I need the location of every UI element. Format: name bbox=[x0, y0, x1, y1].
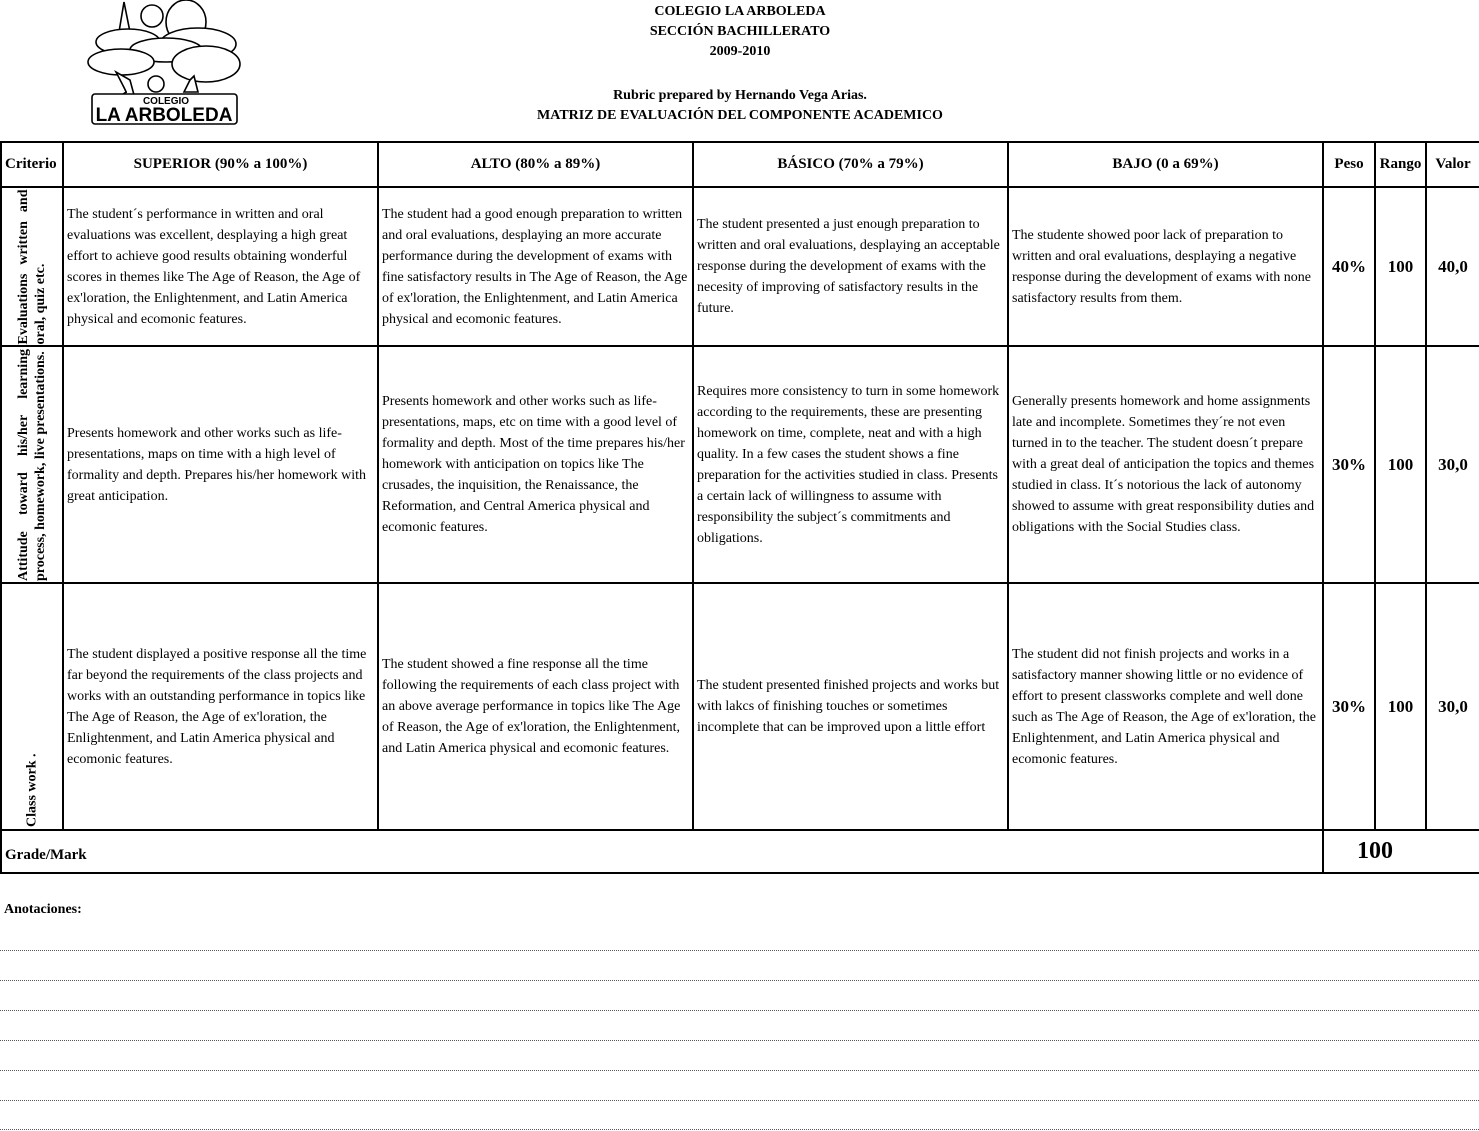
annotation-line[interactable] bbox=[0, 1040, 1479, 1041]
table-row bbox=[1, 346, 1479, 583]
valor-cell: 30,0 bbox=[1426, 346, 1479, 583]
col-superior: SUPERIOR (90% a 100%) bbox=[63, 142, 378, 187]
criterion-label: Class work . bbox=[24, 752, 40, 827]
annotation-line[interactable] bbox=[0, 980, 1479, 981]
rango-cell: 100 bbox=[1375, 583, 1426, 830]
annotation-line[interactable] bbox=[0, 1100, 1479, 1101]
col-criterio: Criterio bbox=[1, 142, 63, 187]
grade-empty bbox=[1426, 830, 1479, 873]
section-name: SECCIÓN BACHILLERATO bbox=[649, 24, 831, 39]
bajo-cell: The studente showed poor lack of preparation to written and oral evaluations, desplaying a negative response during the development of exams with none satisfactory results from them. bbox=[1008, 187, 1323, 346]
superior-cell: The student´s performance in written and oral evaluations was excellent, desplaying a high great effort to achieve good results obtaining wonderful scores in themes like The Age of Reason, the Age of ex'loration, the Enlightenment, and Latin America physical and ecomonic features. bbox=[63, 187, 378, 346]
criterion-cell bbox=[1, 187, 63, 346]
bajo-cell: The student did not finish projects and works in a satisfactory manner showing little or no evidence of effort to present classworks complete and well done such as The Age of Reason, the Age of ex'loration, the Enlightenment, and Latin America physical and ecomonic features. bbox=[1008, 583, 1323, 830]
basico-cell: Requires more consistency to turn in some homework according to the requirements, these are presenting homework on time, complete, neat and with a high quality. In a few cases the student shows a fine preparation for the activities studied in class. Presents a certain lack of willingness to assume with responsibility the subject´s commitments and obligations. bbox=[693, 346, 1008, 583]
rubric-table bbox=[0, 141, 1479, 874]
alto-cell: Presents homework and other works such as life-presentations, maps, etc on time with a good level of formality and depth. Most of the time prepares his/her homework with anticipation on topics like The crusades, the inquisition, the Renaissance, the Reformation, and Central America physical and ecomonic features. bbox=[378, 346, 693, 583]
basico-cell: The student presented finished projects and works but with lakcs of finishing touches or sometimes incomplete that can be improved upon a little effort bbox=[693, 583, 1008, 830]
grade-row bbox=[1, 830, 1479, 873]
grade-label: Grade/Mark bbox=[1, 830, 1323, 873]
annotation-line[interactable] bbox=[0, 1010, 1479, 1011]
annotation-line[interactable] bbox=[0, 1129, 1479, 1130]
valor-cell: 40,0 bbox=[1426, 187, 1479, 346]
alto-cell: The student showed a fine response all the time following the requirements of each class project with an above average performance in topics like The Age of Reason, the Age of ex'loration, the Enlightenment, and Latin America physical and ecomonic features. bbox=[378, 583, 693, 830]
grade-value: 100 bbox=[1323, 830, 1426, 873]
col-bajo: BAJO (0 a 69%) bbox=[1008, 142, 1323, 187]
table-row bbox=[1, 583, 1479, 830]
school-year: 2009-2010 bbox=[709, 44, 771, 59]
criterion-cell bbox=[1, 583, 63, 830]
basico-cell: The student presented a just enough preparation to written and oral evaluations, desplaying an acceptable response during the development of exams with the necesity of improving of satisfactory results in the future. bbox=[693, 187, 1008, 346]
bajo-cell: Generally presents homework and home assignments late and incomplete. Sometimes they´re not even turned in to the teacher. The student doesn´t prepare with a great deal of anticipation the topics and themes studied in class. It´s notorious the lack of autonomy showed to assume with great responsibility duties and obligations with the Social Studies class. bbox=[1008, 346, 1323, 583]
col-alto: ALTO (80% a 89%) bbox=[378, 142, 693, 187]
peso-cell: 30% bbox=[1323, 583, 1375, 830]
prepared-by: Rubric prepared by Hernando Vega Arias. bbox=[613, 88, 867, 103]
annotation-line[interactable] bbox=[0, 1070, 1479, 1071]
svg-text:COLEGIO: COLEGIO bbox=[142, 96, 190, 107]
matrix-title: MATRIZ DE EVALUACIÓN DEL COMPONENTE ACADEMICO bbox=[537, 108, 943, 123]
superior-cell: The student displayed a positive response all the time far beyond the requirements of the class projects and works with an outstanding performance in topics like The Age of Reason, the Age of ex'loration, the Enlightenment, and Latin America physical and ecomonic features. bbox=[63, 583, 378, 830]
rango-cell: 100 bbox=[1375, 187, 1426, 346]
criterion-label: Evaluations written and oral, quiz etc. bbox=[16, 189, 48, 344]
col-peso: Peso bbox=[1323, 142, 1375, 187]
school-logo bbox=[86, 0, 242, 128]
svg-text:LA ARBOLEDA: LA ARBOLEDA bbox=[95, 105, 233, 126]
school-name: COLEGIO LA ARBOLEDA bbox=[654, 4, 826, 19]
rango-cell: 100 bbox=[1375, 346, 1426, 583]
col-valor: Valor bbox=[1426, 142, 1479, 187]
annotation-line[interactable] bbox=[0, 950, 1479, 951]
table-row bbox=[1, 187, 1479, 346]
annotations-label: Anotaciones: bbox=[4, 902, 82, 917]
valor-cell: 30,0 bbox=[1426, 583, 1479, 830]
alto-cell: The student had a good enough preparation to written and oral evaluations, desplaying an more accurate performance during the development of exams with fine satisfactory results in The Age of Reason, the Age of ex'loration, the Enlightenment, and Latin America physical and ecomonic features. bbox=[378, 187, 693, 346]
header-row bbox=[1, 142, 1479, 187]
peso-cell: 30% bbox=[1323, 346, 1375, 583]
col-rango: Rango bbox=[1375, 142, 1426, 187]
criterion-cell bbox=[1, 346, 63, 583]
criterion-label: Attitude toward his/her learning process, homework, live presentations. bbox=[16, 348, 48, 581]
peso-cell: 40% bbox=[1323, 187, 1375, 346]
col-basico: BÁSICO (70% a 79%) bbox=[693, 142, 1008, 187]
superior-cell: Presents homework and other works such as life-presentations, maps on time with a high level of formality and depth. Prepares his/her homework with great anticipation. bbox=[63, 346, 378, 583]
